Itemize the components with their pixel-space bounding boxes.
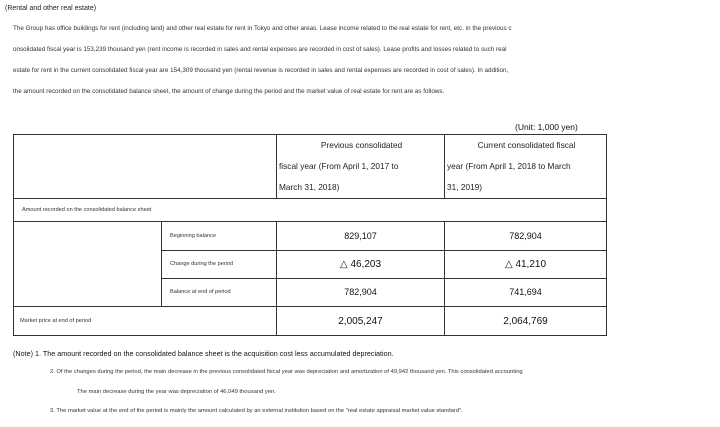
header-prev-line-2: fiscal year (From April 1, 2017 to [279,161,399,171]
paragraph-line-3: estate for rent in the current consolidated fiscal year are 154,309 thousand yen (rental revenue is recorded in sales and rental expenses are recorded in cost of sales). In addition, [13,67,509,74]
note-2a: 2. Of the changes during the period, the main decrease in the previous consolidated fiscal year was depreciation and amortization of 49,942 thousand yen. This consolidated accounting [50,369,523,375]
row-label-beginning: Beginning balance [162,222,277,251]
value-end-prev: 782,904 [277,278,445,307]
table-row [14,278,607,307]
paragraph-line-1: The Group has office buildings for rent (including land) and other real estate for rent in Tokyo and other areas. Lease income related to the real estate for rent, etc. in the previous c [13,25,512,32]
table-row [14,199,607,222]
amount-recorded-label: Amount recorded on the consolidated balance sheet [14,199,607,222]
paragraph-line-4: the amount recorded on the consolidated balance sheet, the amount of change during the period and the market value of real estate for rent are as follows. [13,88,445,95]
market-price-label: Market price at end of period [14,307,277,336]
indent-cell [14,278,162,307]
table-row [14,222,607,251]
table-row [14,307,607,336]
table-header-row [14,135,607,199]
row-label-end: Balance at end of period [162,278,277,307]
unit-label: (Unit: 1,000 yen) [515,122,578,132]
header-curr-line-2: year (From April 1, 2018 to March [447,161,571,171]
value-change-prev: △ 46,203 [277,250,445,278]
section-heading: (Rental and other real estate) [5,5,97,12]
header-previous-year [277,135,445,199]
paragraph-line-2: onsolidated fiscal year is 153,239 thousand yen (rent income is recorded in sales and rental expenses are recorded in cost of sales). Lease profits and losses related to such real [13,46,507,53]
note-1: (Note) 1. The amount recorded on the consolidated balance sheet is the acquisition cost less accumulated depreciation. [13,349,394,358]
indent-cell [14,222,162,251]
header-curr-line-3: 31, 2019) [447,182,483,192]
header-current-year [445,135,607,199]
value-change-curr: △ 41,210 [445,250,607,278]
header-prev-line-1: Previous consolidated [320,140,403,150]
header-prev-line-3: March 31, 2018) [279,182,340,192]
market-price-prev: 2,005,247 [277,307,445,336]
header-empty-cell [14,135,277,199]
indent-cell [14,250,162,278]
note-2b: The main decrease during the year was depreciation of 46,049 thousand yen. [77,389,276,395]
header-curr-line-1: Current consolidated fiscal [477,140,576,150]
value-beginning-curr: 782,904 [445,222,607,251]
market-price-curr: 2,064,769 [445,307,607,336]
note-3: 3. The market value at the end of the period is mainly the amount calculated by an external institution based on the "real estate appraisal market value standard". [50,408,463,414]
real-estate-table [13,134,607,336]
value-beginning-prev: 829,107 [277,222,445,251]
value-end-curr: 741,694 [445,278,607,307]
row-label-change: Change during the period [162,250,277,278]
table-row [14,250,607,278]
